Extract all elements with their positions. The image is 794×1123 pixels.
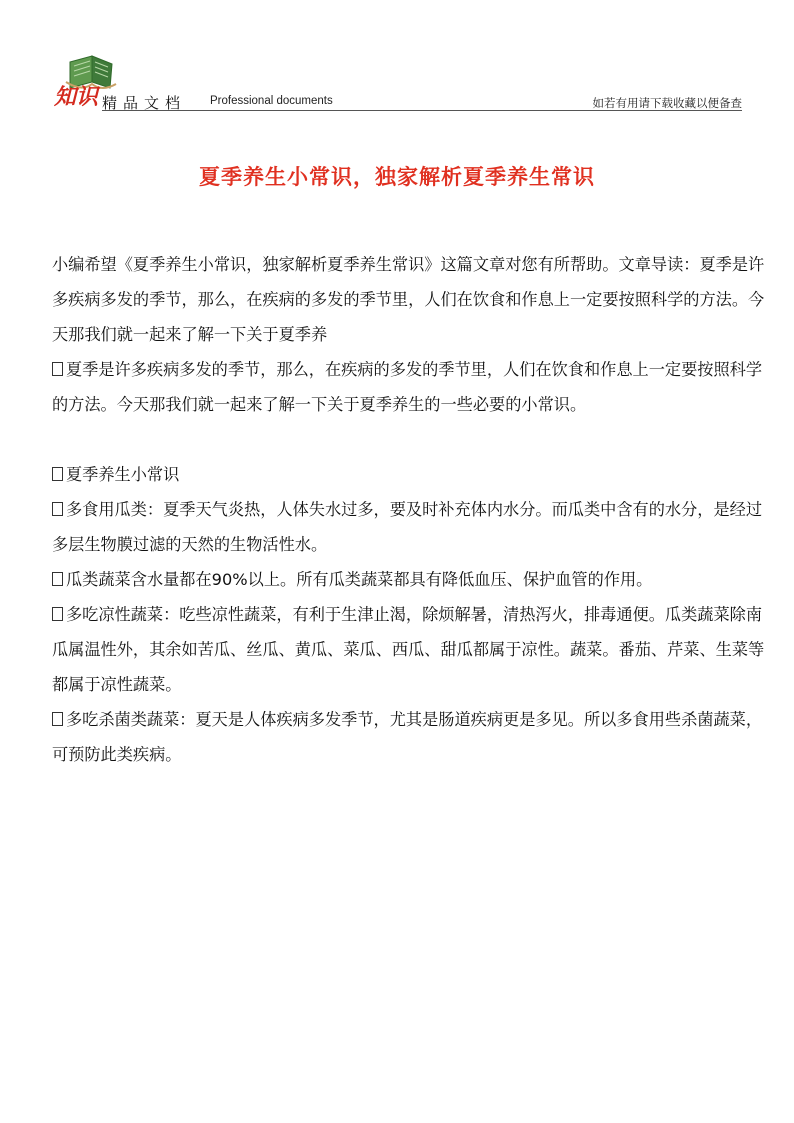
paragraph: 瓜类蔬菜含水量都在90%以上。所有瓜类蔬菜都具有降低血压、保护血管的作用。 [52, 562, 770, 597]
checkbox-glyph-icon [52, 712, 63, 726]
svg-text:知识: 知识 [54, 84, 99, 108]
brand-english: Professional documents [210, 95, 333, 107]
paragraph: 多吃杀菌类蔬菜：夏天是人体疾病多发季节，尤其是肠道疾病更是多见。所以多食用些杀菌蔬菜，可预防此类疾病。 [52, 710, 763, 764]
checkbox-glyph-icon [52, 572, 63, 586]
paragraph: 夏季是许多疾病多发的季节，那么，在疾病的多发的季节里，人们在饮食和作息上一定要按照科学的方法。今天那我们就一起来了解一下关于夏季养生的一些必要的小常识。 [52, 360, 763, 414]
article-body [52, 247, 770, 772]
checkbox-glyph-icon [52, 467, 63, 481]
header-divider [102, 110, 742, 111]
intro-paragraph: 小编希望《夏季养生小常识，独家解析夏季养生常识》这篇文章对您有所帮助。文章导读：夏季是许多疾病多发的季节，那么，在疾病的多发的季节里，人们在饮食和作息上一定要按照科学的方法。今天那我们就一起来了解一下关于夏季养 [52, 255, 765, 344]
checkbox-glyph-icon [52, 607, 63, 621]
header-note: 如若有用请下载收藏以便备查 [592, 96, 742, 110]
brand-name: 精品文档 [102, 94, 187, 112]
section-heading: 夏季养生小常识 [52, 457, 770, 492]
paragraph: 多食用瓜类：夏季天气炎热，人体失水过多，要及时补充体内水分。而瓜类中含有的水分，是经过多层生物膜过滤的天然的生物活性水。 [52, 500, 763, 554]
checkbox-glyph-icon [52, 362, 63, 376]
page-header [52, 52, 742, 112]
checkbox-glyph-icon [52, 502, 63, 516]
page-title: 夏季养生小常识，独家解析夏季养生常识 [199, 165, 595, 189]
paragraph: 多吃凉性蔬菜：吃些凉性蔬菜，有利于生津止渴，除烦解暑，清热泻火，排毒通便。瓜类蔬菜除南瓜属温性外，其余如苦瓜、丝瓜、黄瓜、菜瓜、西瓜、甜瓜都属于凉性。蔬菜。番茄、芹菜、生菜等都属于凉性蔬菜。 [52, 605, 765, 694]
